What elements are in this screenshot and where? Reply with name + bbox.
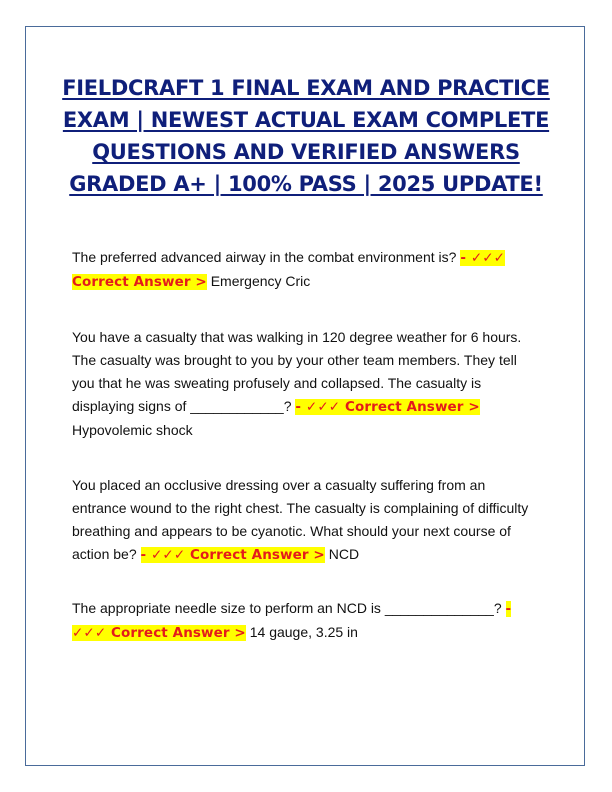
qa-item-2 [72, 326, 542, 442]
answer-text: Emergency Cric [210, 273, 311, 289]
qa-item-3 [72, 474, 542, 567]
question-text: The preferred advanced airway in the combat environment is? [72, 249, 457, 265]
question-text: You placed an occlusive dressing over a casualty suffering from an entrance wound to the right chest. The casualty is complaining of difficulty breathing and appears to be cyanotic. What should your next course of action be? [72, 477, 529, 562]
answer-text: NCD [328, 546, 360, 562]
correct-answer-marker: - ✓✓✓ Correct Answer > [72, 601, 512, 641]
qa-item-4 [72, 597, 542, 645]
document-title: FIELDCRAFT 1 FINAL EXAM AND PRACTICE EXAM | NEWEST ACTUAL EXAM COMPLETE QUESTIONS AND VERIFIED ANSWERS GRADED A+ | 100% PASS | 2025 UPDATE! [62, 76, 550, 196]
answer-text: 14 gauge, 3.25 in [249, 624, 358, 640]
question-text: The appropriate needle size to perform an NCD is ______________? [72, 600, 502, 616]
correct-answer-marker: - ✓✓✓ Correct Answer > [140, 547, 325, 563]
correct-answer-marker: - ✓✓✓ Correct Answer > [295, 399, 480, 415]
correct-answer-marker: - ✓✓✓ Correct Answer > [72, 250, 506, 290]
answer-text: Hypovolemic shock [72, 422, 193, 438]
qa-item-1 [72, 246, 542, 294]
question-text: You have a casualty that was walking in 120 degree weather for 6 hours. The casualty was brought to you by your other team members. They tell you that he was sweating profusely and collapsed. The casualty is displaying signs of ____________? [72, 329, 522, 414]
